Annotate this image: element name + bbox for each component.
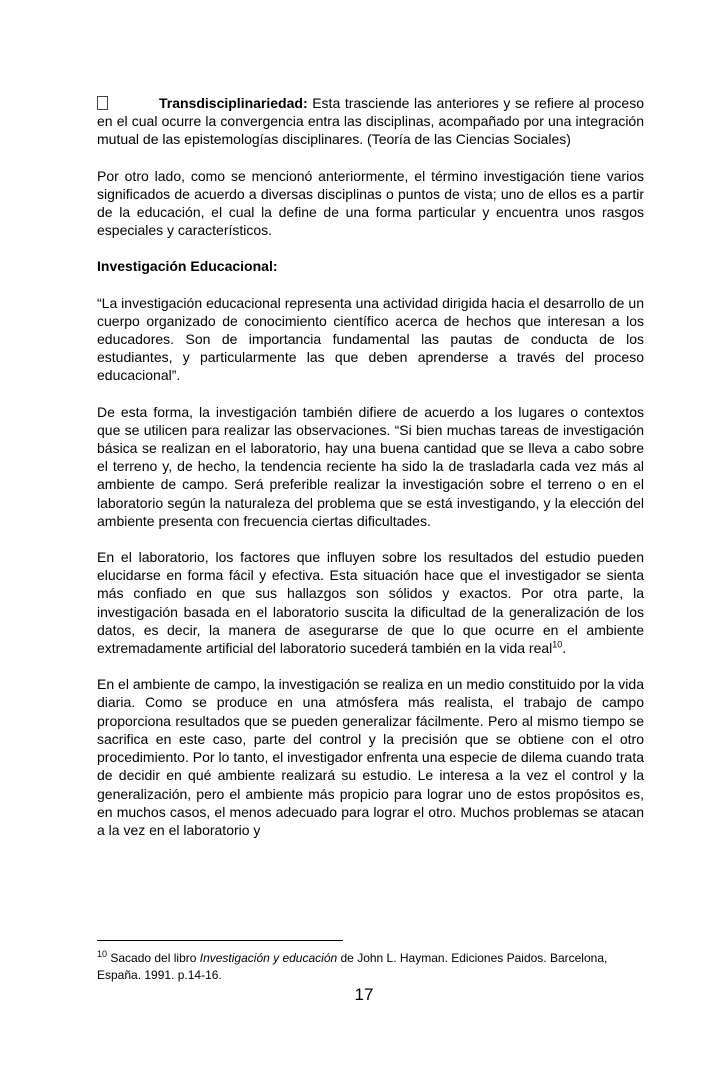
paragraph-2: De esta forma, la investigación también difiere de acuerdo a los lugares o contextos que se utilicen para realizar las observaciones. “Si bien muchas tareas de investigación básica se realizan en el laboratorio, hay una buena cantidad que se lleva a cabo sobre el terreno y, de hecho, la tendencia reciente ha sido la de trasladarla cada vez más al ambiente de campo. Será preferible realizar la investigación sobre el terreno o en el laboratorio según la naturaleza del problema que se está investigando, y la elección del ambiente presenta con frecuencia ciertas dificultades. (97, 403, 644, 529)
bullet-text: Esta trasciende las anteriores y se refiere al proceso en el cual ocurre la convergencia entra las disciplinas, acompañado por una integración mutual de las epistemologías disciplinares. (Teoría de las Ciencias Sociales) (97, 95, 644, 148)
section-heading-text: Investigación Educacional: (97, 258, 278, 275)
paragraph-1: Por otro lado, como se mencionó anteriormente, el término investigación tiene varios significados de acuerdo a diversas disciplinas o puntos de vista; uno de ellos es a partir de la educación, el cual la define de una forma particular y encuentra unos rasgos especiales y característicos. (97, 167, 644, 239)
footnote-reference: 10 (552, 639, 563, 650)
bullet-paragraph (97, 94, 644, 149)
footnote (97, 950, 644, 984)
paragraph-3-text: En el laboratorio, los factores que influyen sobre los resultados del estudio pueden elucidarse en forma fácil y efectiva. Esta situación hace que el investigador se sienta más confiado en que sus hallazgos son sólidos y exactos. Por otra parte, la investigación basada en el laboratorio suscita la dificultad de la generalización de los datos, es decir, la manera de asegurarse de que lo que ocurre en el ambiente extremadamente artificial del laboratorio sucederá también en la vida real (97, 549, 644, 657)
footnote-divider (97, 940, 343, 941)
bullet-term: Transdisciplinariedad: (159, 95, 308, 111)
quote-paragraph: “La investigación educacional representa una actividad dirigida hacia el desarrollo de un cuerpo organizado de conocimiento científico acerca de hechos que interesan a los educadores. Son de importancia fundamental las pautas de conducta de los estudiantes, y particularmente las que deben aprenderse a través del proceso educacional”. (97, 294, 644, 384)
footnote-after: de John L. Hayman. Ediciones Paidos. Barcelona, España. 1991. p.14-16. (97, 951, 608, 982)
document-body (97, 94, 644, 857)
section-heading (97, 257, 644, 275)
paragraph-3 (97, 548, 644, 657)
footnote-book-title: Investigación y educación (199, 951, 338, 965)
footnote-number: 10 (97, 949, 108, 959)
footnote-before: Sacado del libro (107, 951, 200, 965)
paragraph-3-end: . (562, 640, 567, 657)
page-number: 17 (354, 985, 374, 1004)
bullet-icon (97, 96, 108, 110)
paragraph-4: En el ambiente de campo, la investigación se realiza en un medio constituido por la vida diaria. Como se produce en una atmósfera más realista, el trabajo de campo proporciona resultados que se pueden generalizar fácilmente. Pero al mismo tiempo se sacrifica en este caso, parte del control y la precisión que se obtiene con el otro procedimiento. Por lo tanto, el investigador enfrenta una especie de dilema cuando trata de decidir en qué ambiente realizará su estudio. Le interesa a la vez el control y la generalización, pero el ambiente más propicio para lograr uno de estos propósitos es, en muchos casos, el menos adecuado para lograr el otro. Muchos problemas se atacan a la vez en el laboratorio y (97, 676, 644, 838)
